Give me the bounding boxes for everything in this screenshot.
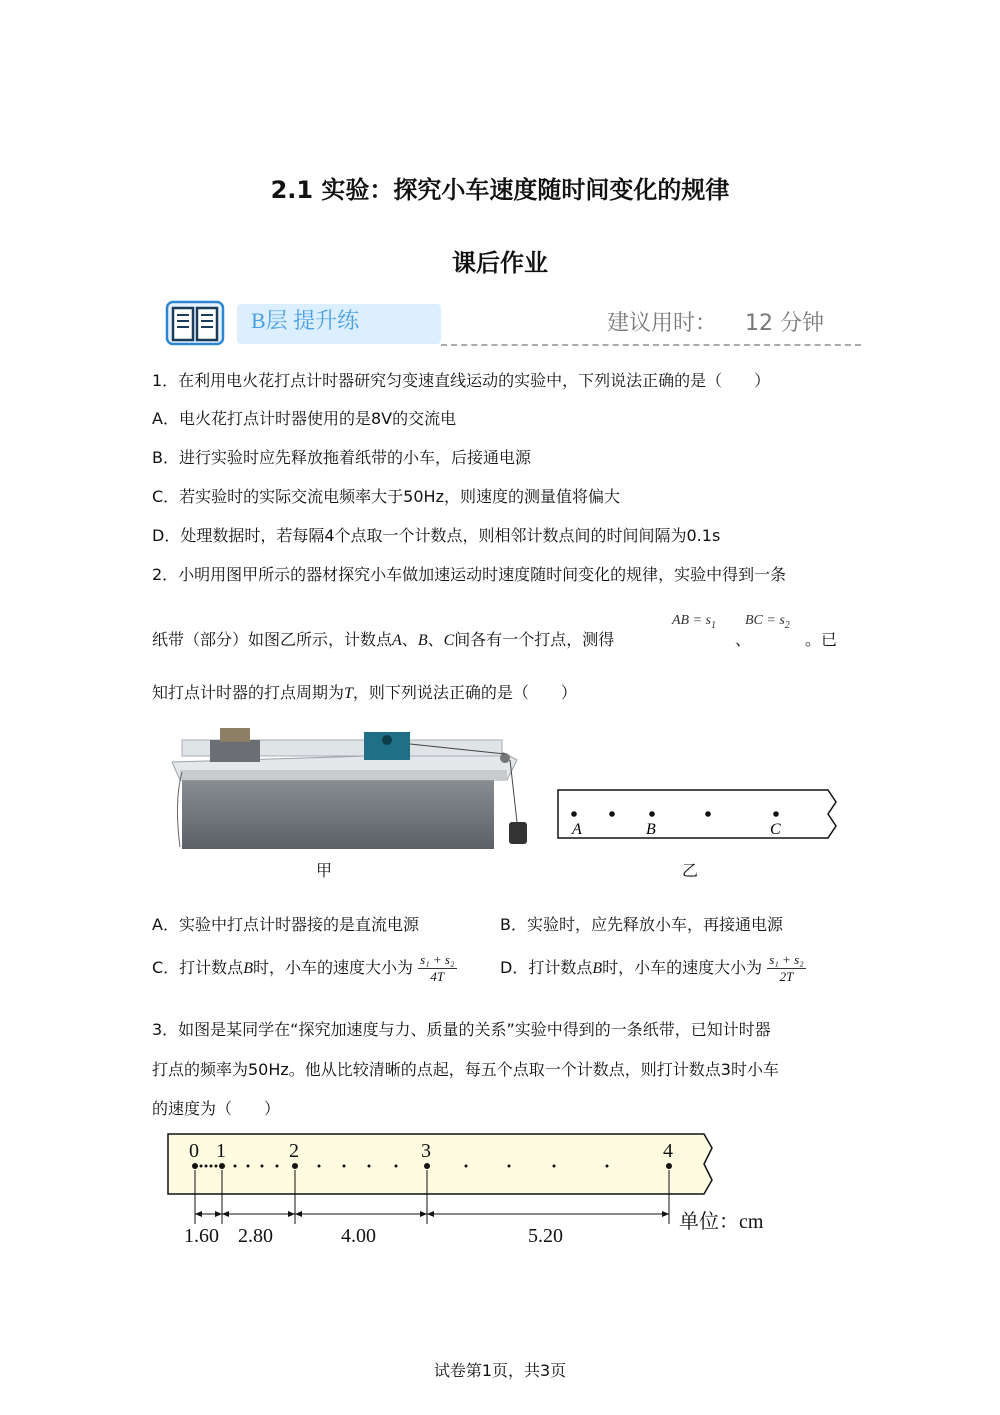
q2-option-c: C．打计数点B时，小车的速度大小为 $\frac{\text{s₁ + s₂}}{4T}$	[152, 952, 455, 984]
hanging-weight	[509, 822, 527, 844]
count-dot-4	[666, 1163, 672, 1169]
tape-dot	[571, 811, 577, 817]
distance-01: 1.60	[184, 1225, 219, 1247]
fig-right-caption: 乙	[682, 861, 699, 880]
count-dot-2	[292, 1163, 298, 1169]
q1-option-b: B．进行实验时应先释放拖着纸带的小车，后接通电源	[152, 448, 531, 467]
distance-34: 5.20	[528, 1225, 563, 1247]
page-footer: 试卷第1页，共3页	[433, 1361, 567, 1380]
paper-tape-figure	[556, 788, 846, 846]
tape-number-4: 4	[663, 1140, 673, 1162]
q1-option-c: C．若实验时的实际交流电频率大于50Hz，则速度的测量值将偏大	[152, 487, 620, 506]
tape-label-b: B	[646, 821, 656, 838]
q2-sep3: 、	[735, 630, 752, 649]
page-title: 2.1 实验：探究小车速度随时间变化的规律	[270, 176, 730, 204]
count-dot-0	[192, 1163, 198, 1169]
q3-line2: 打点的频率为50Hz。他从比较清晰的点起，每五个点取一个计数点，则打计数点3时小车	[152, 1060, 779, 1079]
tape-dot	[773, 811, 779, 817]
paper-tape-tail	[177, 772, 182, 847]
page-subtitle: 课后作业	[452, 249, 548, 277]
tape-label-c: C	[770, 821, 781, 838]
tape-dot	[649, 811, 655, 817]
cart-hole	[382, 735, 392, 745]
book-icon	[165, 298, 225, 350]
time-label: 建议用时：	[607, 311, 718, 336]
tape-number-3: 3	[421, 1140, 431, 1162]
level-label: B层 提升练	[251, 308, 360, 333]
tape-number-1: 1	[216, 1140, 226, 1162]
unit-label: 单位：cm	[679, 1211, 764, 1233]
q2-option-b: B．实验时，应先释放小车，再接通电源	[500, 915, 783, 934]
counting-tape	[168, 1134, 712, 1194]
q2-line1: 2．小明用图甲所示的器材探究小车做加速运动时速度随时间变化的规律，实验中得到一条	[152, 565, 787, 584]
q3-line3: 的速度为（ ）	[152, 1099, 281, 1118]
q2-option-d: D．打计数点B时，小车的速度大小为 $\frac{\text{s₁ + s₂}}{2T}$	[500, 952, 804, 984]
tape-outline	[558, 790, 836, 838]
banner-divider	[441, 344, 861, 346]
time-value: 12 分钟	[745, 311, 824, 336]
q3-line1: 3．如图是某同学在“探究加速度与力、质量的关系”实验中得到的一条纸带，已知计时器	[152, 1020, 771, 1039]
table-edge	[180, 770, 507, 780]
q2-line2-end: 。已	[805, 630, 838, 649]
q2-line2: 纸带（部分）如图乙所示，计数点A、B、C间各有一个打点，测得	[152, 630, 615, 649]
string-vertical	[510, 760, 517, 822]
table-body	[182, 777, 494, 849]
q2-line3: 知打点计时器的打点周期为T，则下列说法正确的是（ ）	[152, 683, 577, 702]
timer-top	[220, 728, 250, 742]
tape-number-0: 0	[189, 1140, 199, 1162]
q2-option-a: A．实验中打点计时器接的是直流电源	[152, 915, 419, 934]
timer	[210, 740, 260, 762]
apparatus-illustration	[172, 722, 532, 852]
fig-left-caption: 甲	[316, 861, 333, 880]
q1-stem: 1．在利用电火花打点计时器研究匀变速直线运动的实验中，下列说法正确的是（ ）	[152, 371, 771, 390]
q1-option-a: A．电火花打点计时器使用的是8V的交流电	[152, 409, 457, 428]
tape-dot	[609, 811, 615, 817]
tape-label-a: A	[572, 821, 582, 838]
distance-23: 4.00	[341, 1225, 376, 1247]
q1-option-d: D．处理数据时，若每隔4个点取一个计数点，则相邻计数点间的时间间隔为0.1s	[152, 526, 721, 545]
distance-12: 2.80	[238, 1225, 273, 1247]
tape-dot	[705, 811, 711, 817]
counting-tape-figure	[164, 1130, 794, 1250]
section-banner	[165, 298, 865, 354]
count-dot-1	[219, 1163, 225, 1169]
q2-bc-formula: BC = $s_2$	[745, 613, 790, 631]
tape-number-2: 2	[289, 1140, 299, 1162]
pulley	[500, 753, 510, 763]
q2-ab-formula: AB = $s_1$	[672, 613, 716, 631]
count-dot-3	[424, 1163, 430, 1169]
